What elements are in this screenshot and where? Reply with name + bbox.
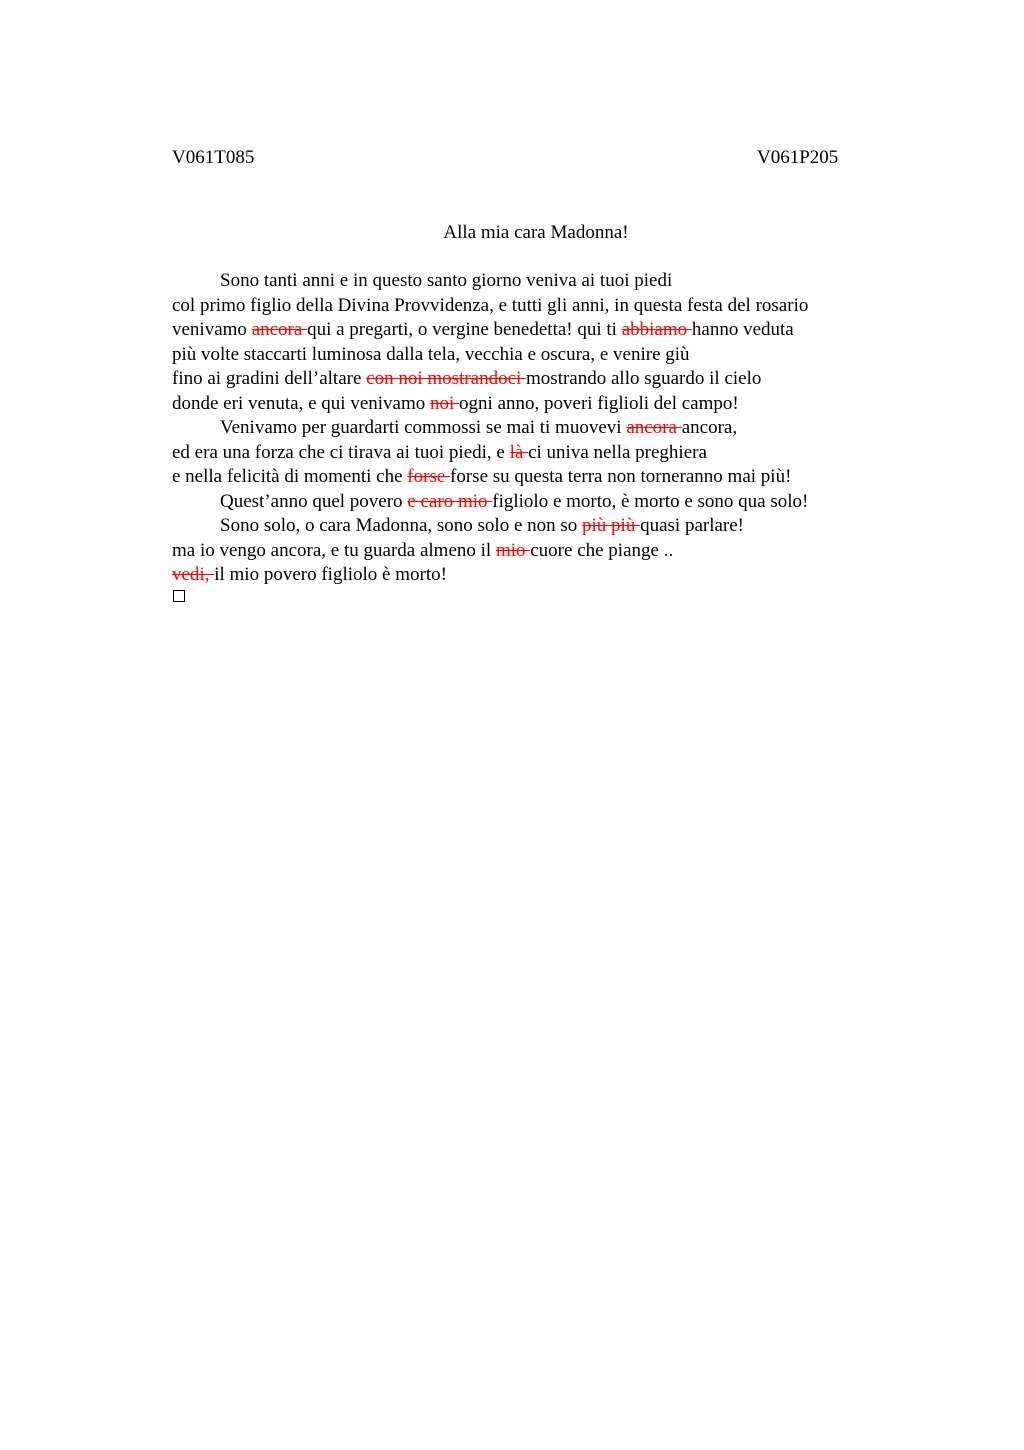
deleted-text: con noi mostrandoci xyxy=(366,368,527,389)
deleted-text: noi xyxy=(430,392,460,414)
text-line xyxy=(172,269,932,294)
deleted-text: ancora xyxy=(251,319,308,340)
deleted-text: e caro mio xyxy=(407,490,493,512)
text-segment: più volte staccarti luminosa dalla tela, vecchia e oscura, e venire giù xyxy=(172,343,690,365)
header-left-code: V061T085 xyxy=(172,147,255,168)
header-right-code: V061P205 xyxy=(757,147,839,168)
text-segment: e nella felicità di momenti che xyxy=(172,466,408,487)
text-segment: donde eri venuta, e qui venivamo xyxy=(172,392,431,414)
text-segment: ed era una forza che ci tirava ai tuoi piedi, e xyxy=(172,441,510,463)
text-segment: qui a pregarti, o vergine benedetta! qui ti xyxy=(307,319,622,340)
text-segment: forse su questa terra non torneranno mai più! xyxy=(450,466,792,487)
text-segment: ancora, xyxy=(681,417,738,438)
deleted-text: più più xyxy=(582,515,641,536)
text-segment: Venivamo per guardarti commossi se mai ti muovevi xyxy=(220,417,627,438)
text-segment: venivamo xyxy=(172,319,252,340)
deleted-text: forse xyxy=(407,466,451,487)
text-line xyxy=(172,343,932,368)
document-title: Alla mia cara Madonna! xyxy=(443,222,629,243)
poem-body xyxy=(172,269,932,588)
text-segment: cuore che piange .. xyxy=(530,539,674,561)
text-segment: col primo figlio della Divina Provvidenza, e tutti gli anni, in questa festa del rosario xyxy=(172,294,809,316)
text-segment: Sono tanti anni e in questo santo giorno veniva ai tuoi piedi xyxy=(220,270,673,291)
text-line xyxy=(172,563,932,588)
deleted-text: ancora xyxy=(626,417,682,438)
text-line xyxy=(172,392,932,417)
text-segment: ci univa nella preghiera xyxy=(528,441,707,463)
text-line xyxy=(172,441,932,466)
text-line xyxy=(172,490,932,515)
text-segment: Quest’anno quel povero xyxy=(220,490,408,512)
text-line xyxy=(172,318,932,343)
text-segment: mostrando allo sguardo il cielo xyxy=(526,368,762,389)
deleted-text: abbiamo xyxy=(621,319,692,340)
text-segment: il mio povero figliolo è morto! xyxy=(214,564,447,585)
deleted-text: là xyxy=(509,441,529,463)
text-segment: figliolo e morto, è morto e sono qua solo! xyxy=(492,490,809,512)
text-segment: ogni anno, poveri figlioli del campo! xyxy=(459,392,739,414)
text-segment: Sono solo, o cara Madonna, sono solo e non so xyxy=(220,515,583,536)
text-line xyxy=(172,367,932,392)
text-segment: quasi parlare! xyxy=(640,515,745,536)
deleted-text: mio xyxy=(495,539,531,561)
text-line xyxy=(172,514,932,539)
text-line xyxy=(172,294,932,319)
text-segment: hanno veduta xyxy=(691,319,794,340)
text-line xyxy=(172,465,932,490)
text-line xyxy=(172,539,932,564)
empty-square-icon xyxy=(173,590,185,602)
text-segment: ma io vengo ancora, e tu guarda almeno il xyxy=(172,539,496,561)
text-segment: fino ai gradini dell’altare xyxy=(172,368,367,389)
text-line xyxy=(172,416,932,441)
deleted-text: vedi, xyxy=(172,564,215,585)
